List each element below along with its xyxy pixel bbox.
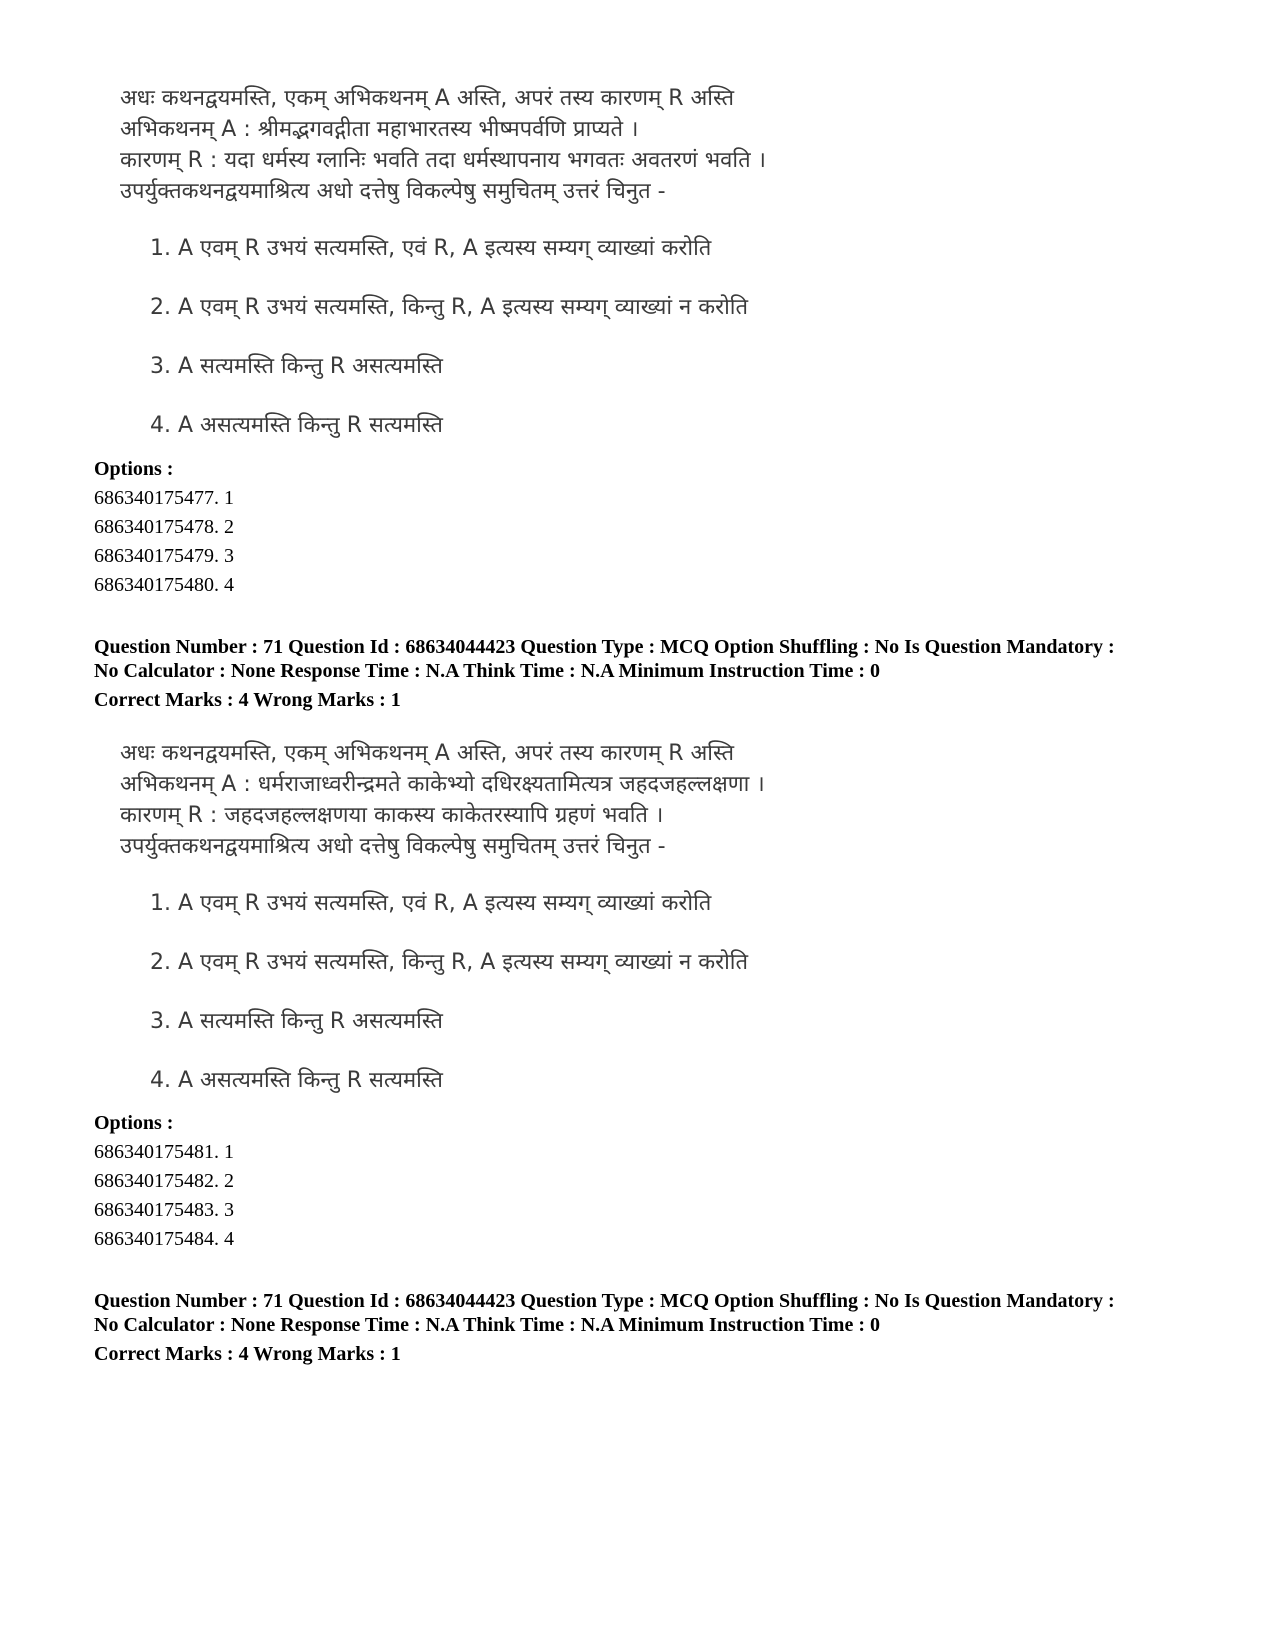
question-image-2 (120, 738, 880, 1122)
answer-choice: 2. A एवम् R उभयं सत्यमस्ति, किन्तु R, A इत्यस्य सम्यग् व्याख्यां न करोति (150, 950, 749, 975)
meta-line-1: Question Number : 71 Question Id : 68634044423 Question Type : MCQ Option Shuffling : No Is Question Mandatory : (94, 636, 1115, 658)
answer-choice: 1. A एवम् R उभयं सत्यमस्ति, एवं R, A इत्यस्य सम्यग् व्याख्यां करोति (150, 236, 712, 261)
answer-choice: 3. A सत्यमस्ति किन्तु R असत्यमस्ति (150, 354, 443, 379)
instruction-line: उपर्युक्तकथनद्वयमाश्रित्य अधो दत्तेषु विकल्पेषु समुचितम् उत्तरं चिनुत - (120, 179, 666, 204)
answer-choices (120, 231, 880, 467)
assertion-line: अभिकथनम् A : धर्मराजाध्वरीन्द्रमते काकेभ्यो दधिरक्ष्यतामित्यत्र जहदजहल्लक्षणा । (120, 772, 765, 797)
answer-choice: 3. A सत्यमस्ति किन्तु R असत्यमस्ति (150, 1009, 443, 1034)
options-list-1 (94, 455, 234, 600)
question-meta-2 (94, 1289, 1214, 1366)
option-item: 686340175481. 1 (94, 1141, 234, 1163)
options-list-2 (94, 1109, 234, 1254)
option-item: 686340175477. 1 (94, 487, 234, 509)
answer-choice: 4. A असत्यमस्ति किन्तु R सत्यमस्ति (150, 1068, 443, 1093)
statement-line: अधः कथनद्वयमस्ति, एकम् अभिकथनम् A अस्ति, अपरं तस्य कारणम् R अस्ति (120, 741, 735, 766)
reason-line: कारणम् R : यदा धर्मस्य ग्लानिः भवति तदा धर्मस्थापनाय भगवतः अवतरणं भवति । (120, 148, 766, 173)
answer-choice: 2. A एवम् R उभयं सत्यमस्ति, किन्तु R, A इत्यस्य सम्यग् व्याख्यां न करोति (150, 295, 749, 320)
question-meta-1 (94, 635, 1214, 712)
assertion-line: अभिकथनम् A : श्रीमद्भगवद्गीता महाभारतस्य भीष्मपर्वणि प्राप्यते । (120, 117, 639, 142)
answer-choice: 1. A एवम् R उभयं सत्यमस्ति, एवं R, A इत्यस्य सम्यग् व्याख्यां करोति (150, 891, 712, 916)
statement-line: अधः कथनद्वयमस्ति, एकम् अभिकथनम् A अस्ति, अपरं तस्य कारणम् R अस्ति (120, 86, 735, 111)
option-item: 686340175482. 2 (94, 1170, 234, 1192)
option-item: 686340175478. 2 (94, 516, 234, 538)
reason-line: कारणम् R : जहदजहल्लक्षणया काकस्य काकेतरस्यापि ग्रहणं भवति । (120, 803, 664, 828)
meta-line-1: Question Number : 71 Question Id : 68634044423 Question Type : MCQ Option Shuffling : No Is Question Mandatory : (94, 1290, 1115, 1312)
options-title: Options : (94, 1112, 174, 1134)
marks-line: Correct Marks : 4 Wrong Marks : 1 (94, 689, 401, 711)
option-item: 686340175484. 4 (94, 1228, 234, 1250)
option-item: 686340175483. 3 (94, 1199, 234, 1221)
option-item: 686340175479. 3 (94, 545, 234, 567)
question-image-1 (120, 83, 880, 467)
meta-line-2: No Calculator : None Response Time : N.A Think Time : N.A Minimum Instruction Time : 0 (94, 660, 880, 682)
meta-line-2: No Calculator : None Response Time : N.A Think Time : N.A Minimum Instruction Time : 0 (94, 1314, 880, 1336)
answer-choices (120, 886, 880, 1122)
marks-line: Correct Marks : 4 Wrong Marks : 1 (94, 1343, 401, 1365)
options-title: Options : (94, 458, 174, 480)
instruction-line: उपर्युक्तकथनद्वयमाश्रित्य अधो दत्तेषु विकल्पेषु समुचितम् उत्तरं चिनुत - (120, 834, 666, 859)
answer-choice: 4. A असत्यमस्ति किन्तु R सत्यमस्ति (150, 413, 443, 438)
option-item: 686340175480. 4 (94, 574, 234, 596)
